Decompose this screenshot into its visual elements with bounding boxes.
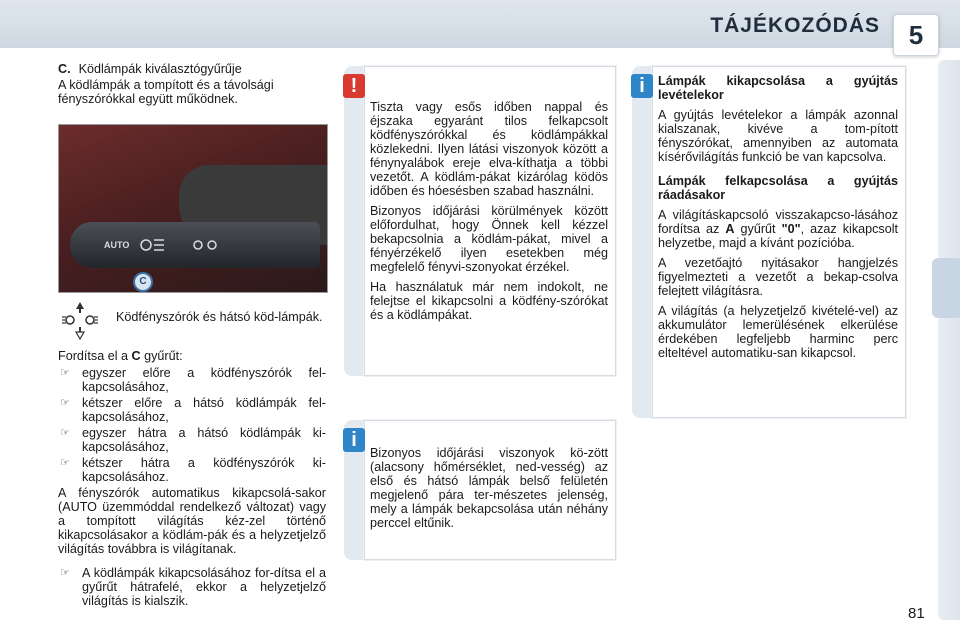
warning-paragraph: Ha használatuk már nem indokolt, ne felejtse el kikapcsolni a ködfény-szórókat és a ködlámpákat. — [370, 280, 608, 322]
warning-paragraph: Bizonyos időjárási körülmények között előfordulhat, hogy Önnek kell kézzel bekapcsolnia a ködlám-pákat, mivel a fényérzékelő ilyen esetekben még megfelelő fényvi-szonyokat érzékel. — [370, 204, 608, 274]
pointer-icon: ☞ — [60, 427, 70, 439]
ring-c-title: Ködlámpák kiválasztógyűrűje — [78, 62, 242, 76]
ignition-text — [658, 74, 898, 366]
position-light-icon — [190, 234, 220, 256]
ignition-on-heading: Lámpák felkapcsolása a gyújtás ráadásakor — [658, 174, 898, 202]
list-item: ☞ A ködlámpák kikapcsolásához for-dítsa el a gyűrűt hátrafelé, ekkor a helyzetjelző világítás is kialszik. — [60, 566, 326, 608]
pointer-icon: ☞ — [60, 457, 70, 469]
warning-paragraph: Tiszta vagy esős időben nappal és éjszaka egyaránt tilos felkapcsolt ködfényszórókkal és ködlámpákkal közlekedni. Ilyen látási viszonyok között a fénynyalábok ereje elva-kíthatja a többi vezetőt. A ködlám-pákat kizárólag ködös időben és hóesésben szabad használni. — [370, 100, 608, 198]
pointer-icon: ☞ — [60, 397, 70, 409]
warning-text — [370, 100, 608, 328]
intro-text: A ködlámpák a tompított és a távolsági fényszórókkal együtt működnek. — [58, 78, 274, 106]
condensation-text: Bizonyos időjárási viszonyok kö-zött (alacsony hőmérséklet, ned-vesség) az első és hátsó lámpák belső felületén megjelenő pára ter-mészetes jelenség, mely a lámpák bekapcsolása után néhány perccel eltűnik. — [370, 446, 608, 530]
pointer-icon: ☞ — [60, 367, 70, 379]
stalk-control — [70, 222, 320, 268]
ring-c-letter: C. — [58, 62, 71, 76]
ignition-off-paragraph: A gyújtás levételekor a lámpák azonnal kialszanak, kivéve a tom-pított fényszórókat, amennyiben az automata kísérővilágítás funkció be van kapcsolva. — [658, 108, 898, 164]
auto-label: AUTO — [104, 240, 130, 250]
door-warning-paragraph: A vezetőajtó nyitásakor hangjelzés figyelmezteti a vezetőt a bekap-csolva felejtett világításra. — [658, 256, 898, 298]
page-title: TÁJÉKOZÓDÁS — [710, 14, 880, 37]
info-icon: i — [343, 428, 365, 452]
fog-lights-icon — [60, 300, 100, 340]
chapter-side-tab — [932, 258, 960, 318]
fog-lights-description: Ködfényszórók és hátsó köd-lámpák. — [116, 310, 323, 324]
list-item: ☞ egyszer hátra a hátsó ködlámpák ki-kapcsolásához, — [60, 426, 326, 454]
fog-symbol-icon — [136, 230, 170, 260]
chapter-number-badge: 5 — [893, 14, 939, 56]
side-strip — [938, 60, 960, 620]
warning-icon: ! — [343, 74, 365, 98]
page-number: 81 — [908, 605, 925, 622]
ignition-off-heading: Lámpák kikapcsolása a gyújtás levételekor — [658, 74, 898, 102]
ring-c-heading — [58, 62, 328, 76]
list-item: ☞ kétszer előre a hátsó ködlámpák fel-kapcsolásához, — [60, 396, 326, 424]
ignition-on-paragraph: A világításkapcsoló visszakapcso-lásához fordítsa az A gyűrűt "0", azaz kikapcsolt helyzetbe, majd a kívánt pozícióba. — [658, 208, 899, 250]
turn-suffix: gyűrűt: — [144, 349, 183, 363]
auto-off-paragraph: A világítás (a helyzetjelző kivételé-vel) az akkumulátor lemerülésének elkerülése érdekében legfeljebb harminc perc elteltével automatiku-san kikapcsol. — [658, 304, 898, 360]
auto-mode-paragraph: A fényszórók automatikus kikapcsolá-sakor (AUTO üzemmóddal rendelkező változat) vagy a tompított világítás kéz-zel történő kikapcsolásakor a ködlám-pák és a helyzetjelző világítás továbbra is világítanak. — [58, 486, 326, 556]
turn-letter: C — [131, 349, 141, 363]
list-item: ☞ kétszer hátra a ködfényszórók ki-kapcsolásához. — [60, 456, 326, 484]
list-item: ☞ egyszer előre a ködfényszórók fel-kapcsolásához, — [60, 366, 326, 394]
ring-c-badge: C — [133, 272, 153, 292]
pointer-icon: ☞ — [60, 567, 70, 579]
turn-instruction — [58, 349, 328, 363]
info-icon: i — [631, 74, 653, 98]
turn-intro: Fordítsa el a — [58, 349, 128, 363]
